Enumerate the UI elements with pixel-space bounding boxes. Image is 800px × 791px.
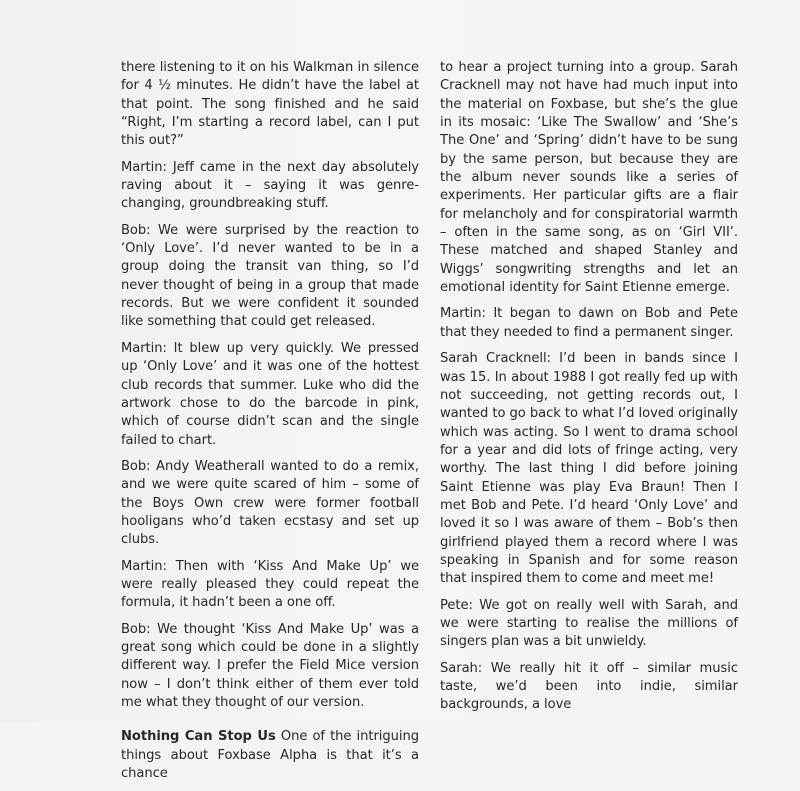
paragraph: Sarah Cracknell: I’d been in bands since I was 15. In about 1988 I got really fed up with not succeeding, not getting records out, I wanted to go back to what I’d loved originally which was acting. So I went to drama school for a year and did lots of fringe acting, very worthy. The last thing I did before joining Saint Etienne was play Eva Braun! Then I met Bob and Pete. I’d heard ‘Only Love’ and loved it so I was aware of them – Bob’s then girlfriend played them a record where I was speaking in Spanish and for some reason that inspired them to come and meet me! — [440, 351, 738, 587]
paragraph: Martin: It began to dawn on Bob and Pete that they needed to find a permanent singer. — [440, 306, 738, 340]
paragraph: Pete: We got on really well with Sarah, and we were starting to realise the millions of singers plan was a bit unwieldy. — [440, 597, 738, 650]
left-column — [121, 59, 419, 791]
paragraph: to hear a project turning into a group. Sarah Cracknell may not have had much input into the material on Foxbase, but she’s the glue in its mosaic: ‘Like The Swallow’ and ‘She’s The One’ and ‘Spring’ didn’t have to be sung by the same person, but because they are the album never sounds like a series of experiments. Her particular gifts are a flair for melancholy and for conspiratorial warmth – often in the same song, as on ‘Girl VII’. These matched and shaped Stanley and Wiggs’ songwriting strengths and let an emotional identity for Saint Etienne emerge. — [440, 60, 738, 296]
paragraph: Bob: We thought ‘Kiss And Make Up’ was a great song which could be done in a slightly different way. I prefer the Field Mice version now – I don’t think either of them ever told me what they thought of our version. — [121, 621, 419, 710]
section-text: One of the intriguing things about Foxbase Alpha is that it’s a chance — [121, 729, 419, 782]
paragraph: Martin: Jeff came in the next day absolutely raving about it – saying it was genre-changing, groundbreaking stuff. — [121, 159, 419, 212]
right-column — [440, 59, 738, 723]
paragraph: Martin: It blew up very quickly. We pressed up ‘Only Love’ and it was one of the hottest club records that summer. Luke who did the artwork chose to do the barcode in pink, which of course didn’t scan and the single failed to chart. — [121, 340, 419, 448]
paragraph: there listening to it on his Walkman in silence for 4 ½ minutes. He didn’t have the label at that point. The song finished and he said “Right, I’m starting a record label, can I put this out?” — [121, 60, 419, 149]
paragraph: Bob: We were surprised by the reaction to ‘Only Love’. I’d never wanted to be in a group doing the transit van thing, so I’d never thought of being in a group that made records. But we were confident it sounded like something that could get released. — [121, 222, 419, 330]
paragraph: Martin: Then with ‘Kiss And Make Up’ we were really pleased they could repeat the formula, it hadn’t been a one off. — [121, 558, 419, 611]
paragraph: Sarah: We really hit it off – similar music taste, we’d been into indie, similar backgrounds, a love — [440, 660, 738, 713]
section-paragraph — [121, 728, 419, 783]
section-heading: Nothing Can Stop Us — [121, 729, 276, 745]
paragraph: Bob: Andy Weatherall wanted to do a remix, and we were quite scared of him – some of the Boys Own crew were former football hooligans who’d taken ecstasy and set up clubs. — [121, 458, 419, 548]
